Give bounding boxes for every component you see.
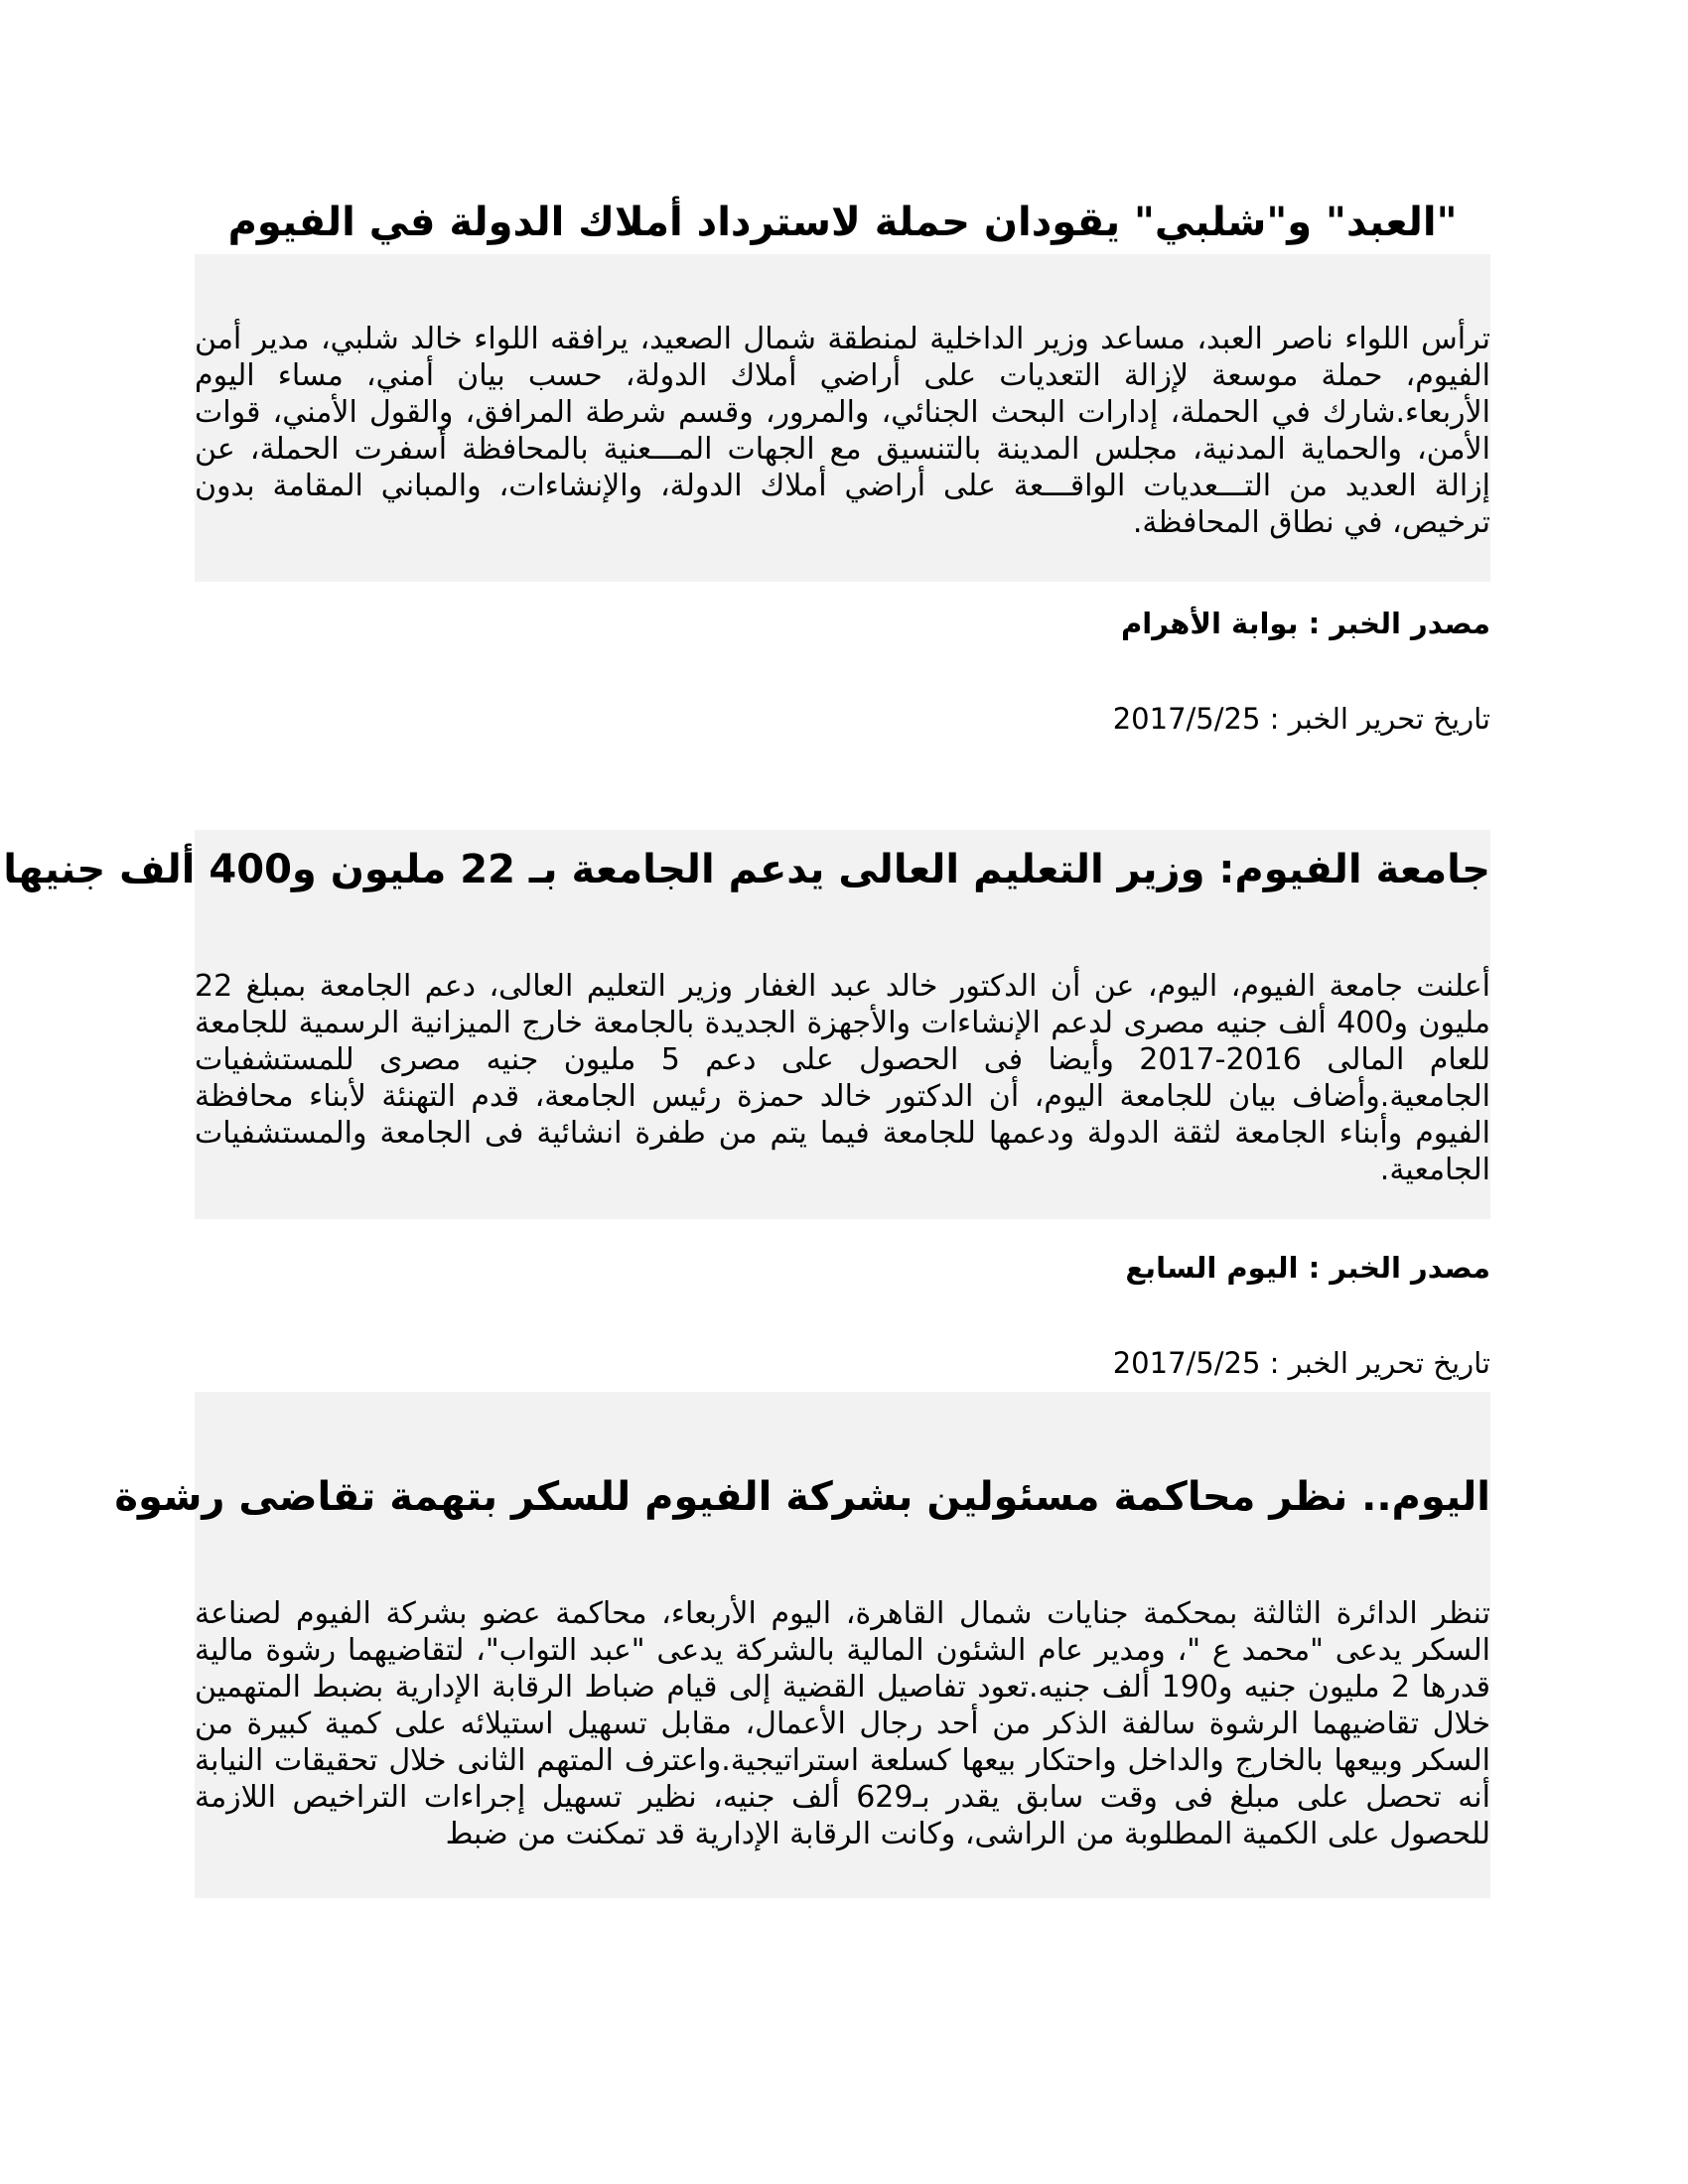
article-2-source-value: اليوم السابع bbox=[1125, 1251, 1299, 1285]
article-1-title: "العبد" و"شلبي" يقودان حملة لاسترداد أملاك الدولة في الفيوم bbox=[227, 200, 1458, 245]
article-2-date-label: تاريخ تحرير الخبر : bbox=[1260, 1346, 1490, 1380]
article-2-source-label: مصدر الخبر : bbox=[1298, 1251, 1490, 1285]
article-1-source bbox=[195, 604, 1490, 643]
article-1-date bbox=[195, 699, 1490, 739]
article-1-source-label: مصدر الخبر : bbox=[1298, 607, 1490, 640]
article-2-source bbox=[195, 1248, 1490, 1288]
article-2-body: أعلنت جامعة الفيوم، اليوم، عن أن الدكتور خالد عبد الغفار وزير التعليم العالى، دعم الجامعة بمبلغ 22 مليون و400 ألف جنيه مصرى لدعم الإنشاءات والأجهزة الجديدة بالجامعة خارج الميزانية الرسمية للجامعة للعام المالى 2016-2017 وأيضا فى الحصول على دعم 5 مليون جنيه مصرى للمستشفيات الجامعية.وأضاف بيان للجامعة اليوم، أن الدكتور خالد حمزة رئيس الجامعة، قدم التهنئة لأبناء محافظة الفيوم وأبناء الجامعة لثقة الدولة ودعمها للجامعة فيما يتم من طفرة انشائية فى الجامعة والمستشفيات الجامعية. bbox=[195, 969, 1491, 1187]
article-1-date-value: 2017/5/25 bbox=[1112, 702, 1261, 736]
article-1-source-value: بوابة الأهرام bbox=[1121, 607, 1299, 640]
article-2-title: جامعة الفيوم: وزير التعليم العالى يدعم الجامعة بـ 22 مليون و400 ألف جنيها bbox=[3, 847, 1490, 892]
article-1-body: ترأس اللواء ناصر العبد، مساعد وزير الداخلية لمنطقة شمال الصعيد، يرافقه اللواء خالد شلبي، مدير أمن الفيوم، حملة موسعة لإزالة التعديات على أراضي أملاك الدولة، حسب بيان أمني، مساء اليوم الأربعاء.شارك في الحملة، إدارات البحث الجنائي، والمرور، وقسم شرطة المرافق، والقول الأمني، قوات الأمن، والحماية المدنية، مجلس المدينة بالتنسيق مع الجهات المـــعنية بالمحافظة أسفرت الحملة، عن إزالة العديد من التـــعديات الواقـــعة على أراضي أملاك الدولة، والإنشاءات، والمباني المقامة بدون ترخيص، في نطاق المحافظة. bbox=[195, 322, 1490, 540]
article-3-title: اليوم.. نظر محاكمة مسئولين بشركة الفيوم للسكر بتهمة تقاضى رشوة bbox=[114, 1474, 1490, 1520]
article-2-date bbox=[195, 1343, 1490, 1383]
article-2-date-value: 2017/5/25 bbox=[1112, 1346, 1261, 1380]
article-1-date-label: تاريخ تحرير الخبر : bbox=[1260, 702, 1490, 736]
article-3-body: تنظر الدائرة الثالثة بمحكمة جنايات شمال القاهرة، اليوم الأربعاء، محاكمة عضو بشركة الفيوم لصناعة السكر يدعى "محمد ع "، ومدير عام الشئون المالية بالشركة يدعى "عبد التواب"، لتقاضيهما رشوة مالية قدرها 2 مليون جنيه و190 ألف جنيه.تعود تفاصيل القضية إلى قيام ضباط الرقابة الإدارية بضبط المتهمين خلال تقاضيهما الرشوة سالفة الذكر من أحد رجال الأعمال، مقابل تسهيل استيلائه على كمية كبيرة من السكر وبيعها بالخارج والداخل واحتكار بيعها كسلعة استراتيجية.واعترف المتهم الثانى خلال تحقيقات النيابة أنه تحصل على مبلغ فى وقت سابق يقدر بـ629 ألف جنيه، نظير تسهيل إجراءات التراخيص اللازمة للحصول على الكمية المطلوبة من الراشى، وكانت الرقابة الإدارية قد تمكنت من ضبط bbox=[195, 1596, 1490, 1851]
